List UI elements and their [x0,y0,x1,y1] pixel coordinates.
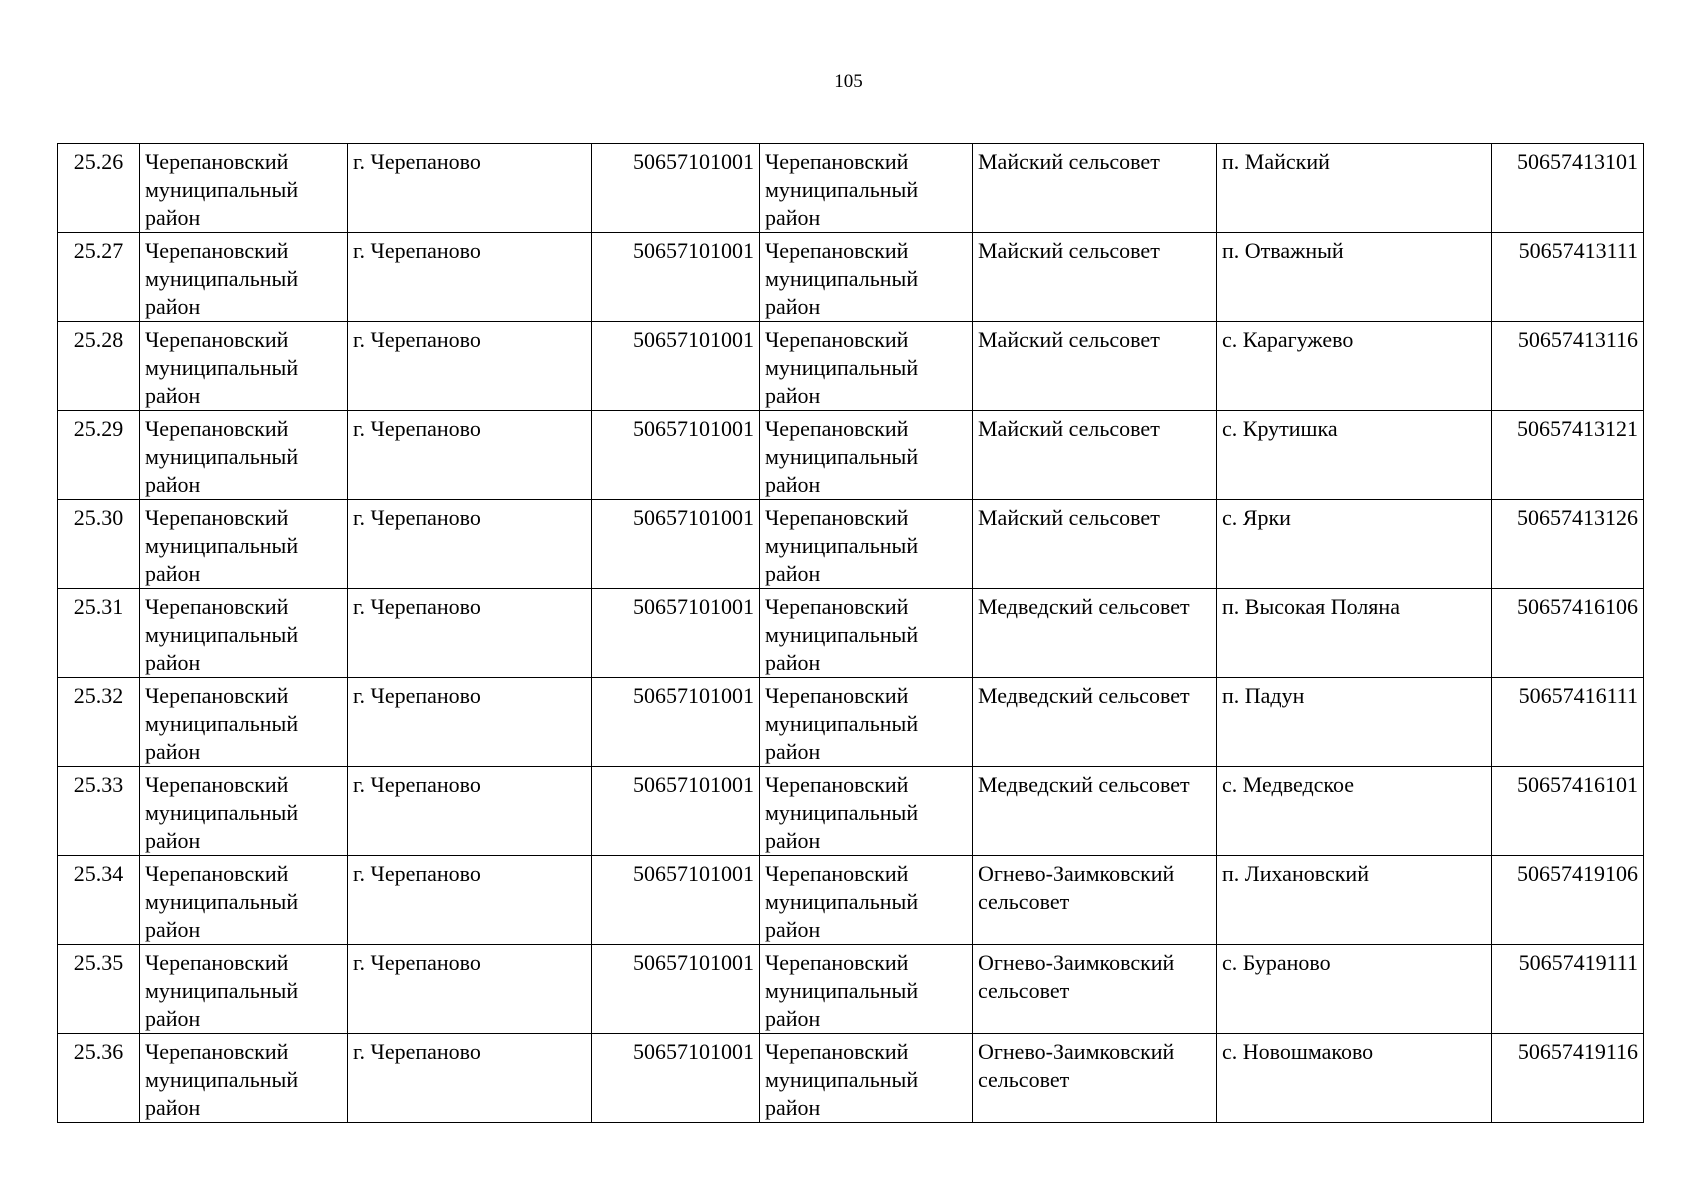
settlement-cell: Майский сельсовет [973,144,1217,233]
locality-code-cell: 50657413121 [1492,411,1644,500]
admin-center-code-cell: 50657101001 [592,322,760,411]
admin-center-code-cell: 50657101001 [592,945,760,1034]
locality-cell: п. Майский [1217,144,1492,233]
district-cell: Черепановский муниципальный район [140,856,348,945]
admin-center-code-cell: 50657101001 [592,500,760,589]
admin-center-cell: г. Черепаново [348,856,592,945]
locality-cell: с. Бураново [1217,945,1492,1034]
settlement-cell: Медведский сельсовет [973,589,1217,678]
locality-cell: п. Отважный [1217,233,1492,322]
district-cell: Черепановский муниципальный район [140,1034,348,1123]
admin-center-code-cell: 50657101001 [592,144,760,233]
row-number-cell: 25.26 [58,144,140,233]
municipality-cell: Черепановский муниципальный район [760,856,973,945]
district-cell: Черепановский муниципальный район [140,767,348,856]
admin-center-cell: г. Черепаново [348,233,592,322]
locality-cell: с. Карагужево [1217,322,1492,411]
municipality-cell: Черепановский муниципальный район [760,144,973,233]
admin-center-code-cell: 50657101001 [592,233,760,322]
municipality-cell: Черепановский муниципальный район [760,589,973,678]
table-row [58,767,1644,856]
locality-cell: с. Новошмаково [1217,1034,1492,1123]
district-cell: Черепановский муниципальный район [140,500,348,589]
locality-cell: с. Ярки [1217,500,1492,589]
table-body [58,144,1644,1123]
settlement-cell: Огнево-Заимковский сельсовет [973,856,1217,945]
admin-center-cell: г. Черепаново [348,678,592,767]
locality-code-cell: 50657413101 [1492,144,1644,233]
table-row [58,411,1644,500]
admin-center-code-cell: 50657101001 [592,411,760,500]
locality-code-cell: 50657413116 [1492,322,1644,411]
table-row [58,144,1644,233]
locality-cell: п. Лихановский [1217,856,1492,945]
row-number-cell: 25.27 [58,233,140,322]
admin-center-code-cell: 50657101001 [592,767,760,856]
district-cell: Черепановский муниципальный район [140,411,348,500]
settlement-cell: Огнево-Заимковский сельсовет [973,1034,1217,1123]
table-row [58,1034,1644,1123]
district-cell: Черепановский муниципальный район [140,945,348,1034]
municipality-cell: Черепановский муниципальный район [760,322,973,411]
settlement-cell: Майский сельсовет [973,500,1217,589]
admin-center-code-cell: 50657101001 [592,678,760,767]
table-row [58,500,1644,589]
admin-center-cell: г. Черепаново [348,411,592,500]
locality-cell: п. Падун [1217,678,1492,767]
row-number-cell: 25.28 [58,322,140,411]
table-row [58,322,1644,411]
row-number-cell: 25.34 [58,856,140,945]
admin-center-cell: г. Черепаново [348,322,592,411]
settlement-cell: Медведский сельсовет [973,678,1217,767]
locality-cell: п. Высокая Поляна [1217,589,1492,678]
table-row [58,233,1644,322]
admin-center-cell: г. Черепаново [348,144,592,233]
municipality-cell: Черепановский муниципальный район [760,1034,973,1123]
locality-cell: с. Крутишка [1217,411,1492,500]
row-number-cell: 25.30 [58,500,140,589]
settlement-cell: Огнево-Заимковский сельсовет [973,945,1217,1034]
settlement-cell: Медведский сельсовет [973,767,1217,856]
municipality-cell: Черепановский муниципальный район [760,767,973,856]
table-row [58,945,1644,1034]
district-cell: Черепановский муниципальный район [140,322,348,411]
locality-code-cell: 50657416106 [1492,589,1644,678]
locality-cell: с. Медведское [1217,767,1492,856]
district-cell: Черепановский муниципальный район [140,144,348,233]
settlement-cell: Майский сельсовет [973,322,1217,411]
admin-center-code-cell: 50657101001 [592,589,760,678]
locality-code-cell: 50657419111 [1492,945,1644,1034]
district-cell: Черепановский муниципальный район [140,589,348,678]
municipality-cell: Черепановский муниципальный район [760,233,973,322]
locality-code-cell: 50657413126 [1492,500,1644,589]
settlement-cell: Майский сельсовет [973,411,1217,500]
municipality-cell: Черепановский муниципальный район [760,678,973,767]
municipality-cell: Черепановский муниципальный район [760,500,973,589]
admin-center-code-cell: 50657101001 [592,1034,760,1123]
locality-code-cell: 50657416111 [1492,678,1644,767]
row-number-cell: 25.36 [58,1034,140,1123]
locality-code-cell: 50657419106 [1492,856,1644,945]
district-cell: Черепановский муниципальный район [140,678,348,767]
admin-center-cell: г. Черепаново [348,500,592,589]
admin-center-cell: г. Черепаново [348,767,592,856]
table-row [58,856,1644,945]
locality-code-cell: 50657419116 [1492,1034,1644,1123]
admin-center-cell: г. Черепаново [348,945,592,1034]
row-number-cell: 25.32 [58,678,140,767]
table-row [58,678,1644,767]
municipality-cell: Черепановский муниципальный район [760,411,973,500]
district-cell: Черепановский муниципальный район [140,233,348,322]
row-number-cell: 25.35 [58,945,140,1034]
admin-center-code-cell: 50657101001 [592,856,760,945]
row-number-cell: 25.29 [58,411,140,500]
municipality-cell: Черепановский муниципальный район [760,945,973,1034]
locality-code-cell: 50657416101 [1492,767,1644,856]
admin-center-cell: г. Черепаново [348,589,592,678]
table-row [58,589,1644,678]
row-number-cell: 25.33 [58,767,140,856]
settlement-registry-table [57,143,1644,1123]
row-number-cell: 25.31 [58,589,140,678]
page-number: 105 [834,71,863,92]
locality-code-cell: 50657413111 [1492,233,1644,322]
settlement-cell: Майский сельсовет [973,233,1217,322]
admin-center-cell: г. Черепаново [348,1034,592,1123]
